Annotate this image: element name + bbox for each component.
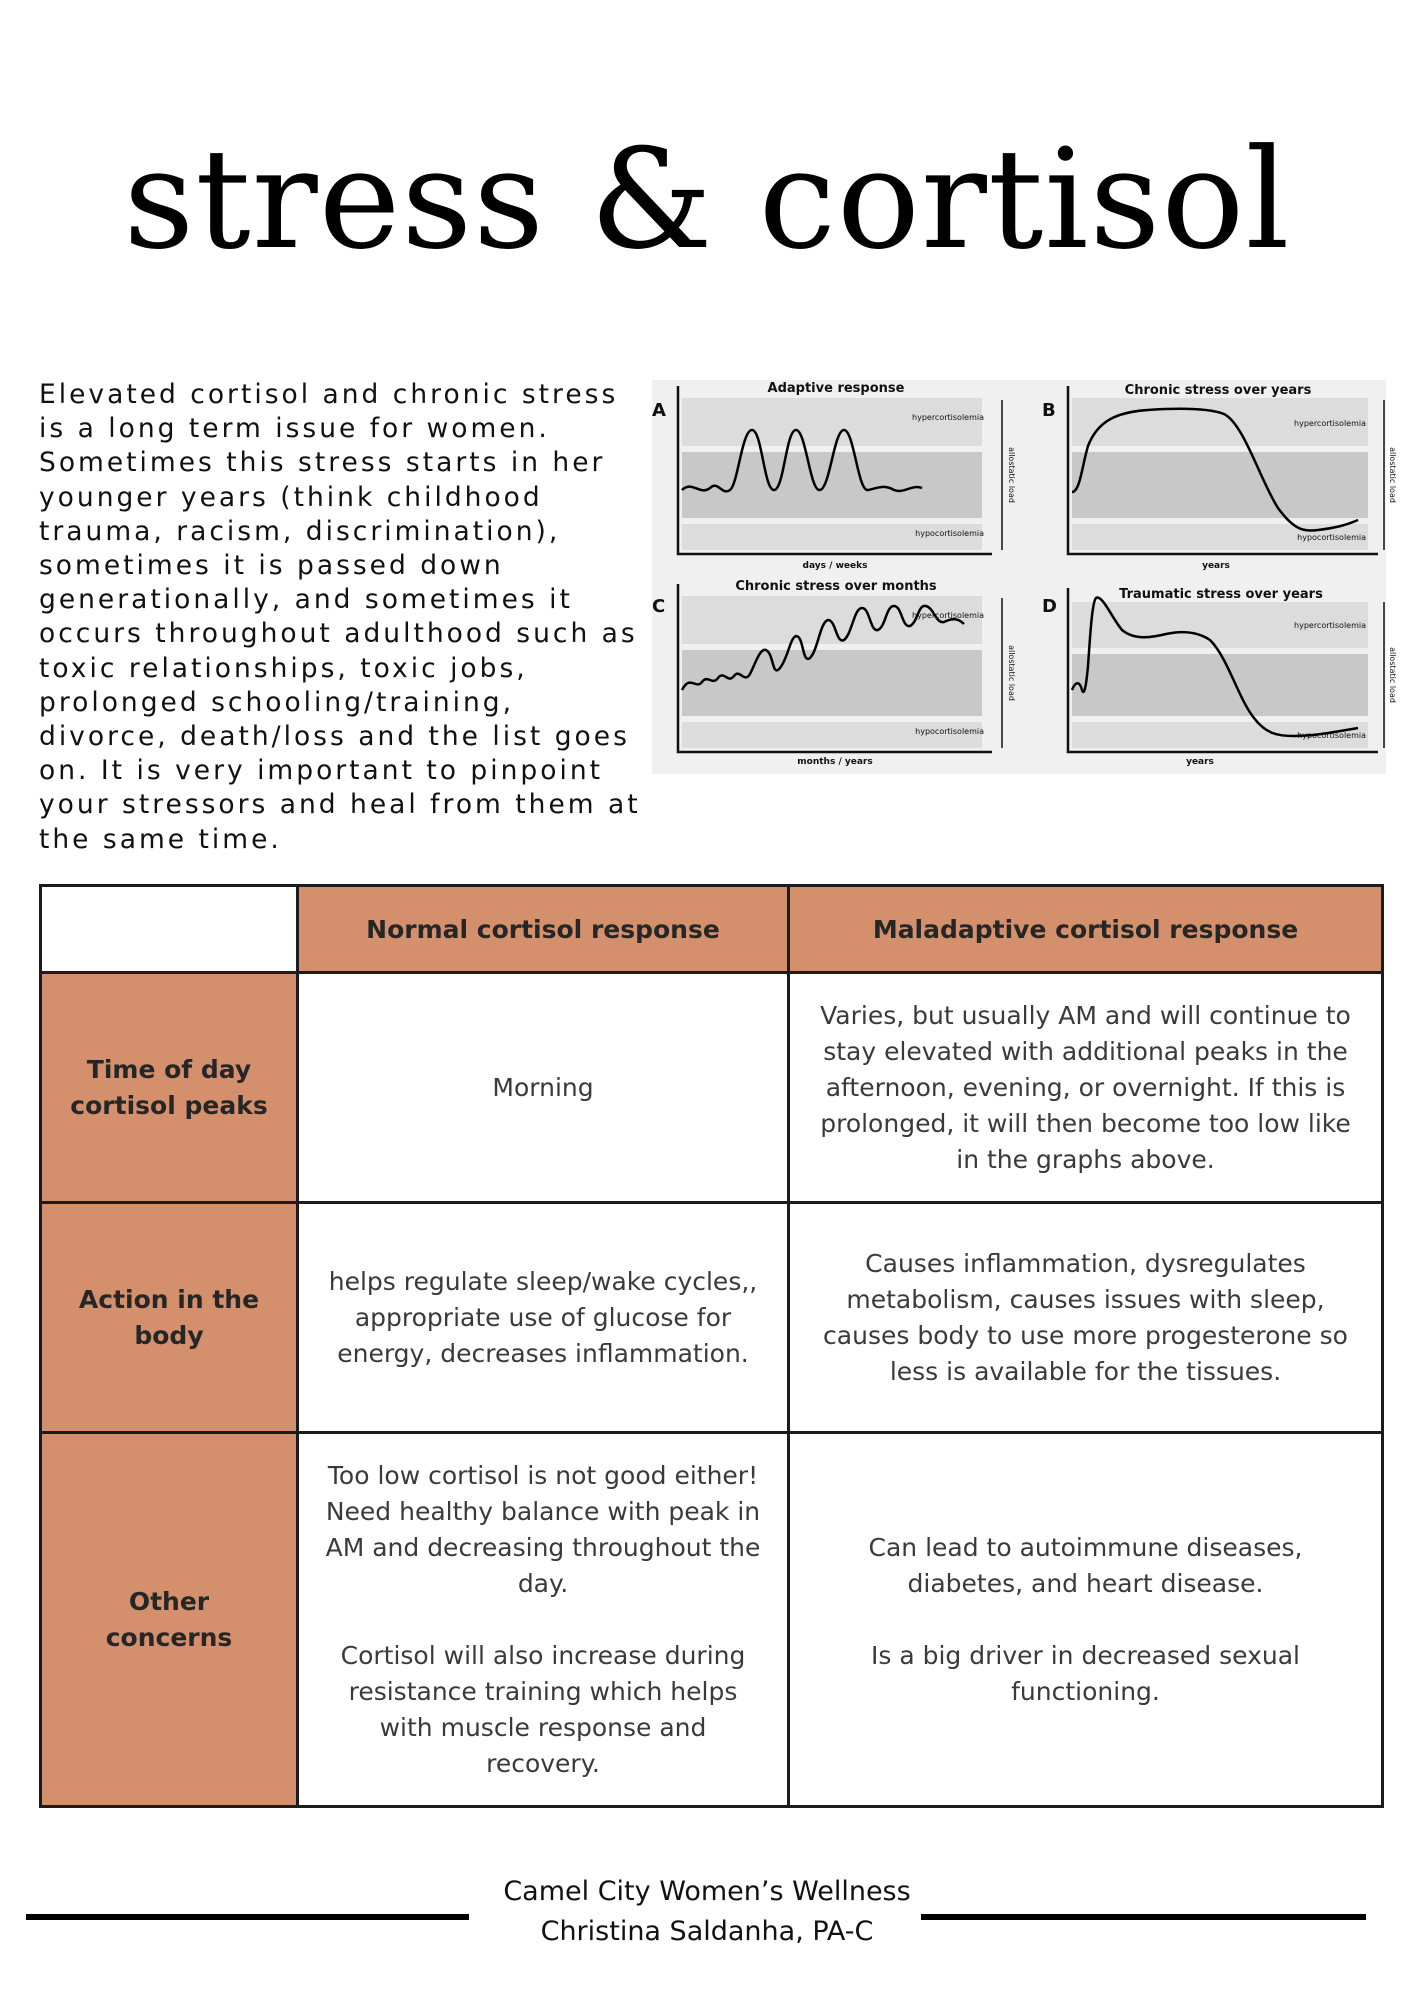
page-title: stress & cortisol <box>123 119 1291 280</box>
panel-letter: A <box>652 400 666 421</box>
cell-text: Causes inflammation, dysregulates metabolism, causes issues with sleep, causes body to use more progesterone so less is available for the tissues. <box>823 1248 1348 1386</box>
footer-clinic-name: Camel City Women’s Wellness <box>503 1876 911 1907</box>
cell-normal <box>298 1203 789 1433</box>
row-label-other-concerns: Other concerns <box>41 1433 298 1807</box>
panel-top-label: hypercortisolemia <box>912 611 984 620</box>
cell-text: Morning <box>492 1072 594 1102</box>
panel-x-label: years <box>1202 561 1230 571</box>
panel-a <box>652 381 1016 571</box>
table-row <box>41 973 1383 1203</box>
panel-bottom-label: hypocortisolemia <box>1297 533 1366 542</box>
panel-x-label: years <box>1186 757 1214 767</box>
cell-text: Cortisol will also increase during resistance training which helps with muscle response and recovery. <box>340 1640 746 1778</box>
footer-provider-name: Christina Saldanha, PA-C <box>540 1916 874 1947</box>
panel-c <box>652 579 1016 767</box>
panel-letter: B <box>1042 400 1056 421</box>
panel-x-label: months / years <box>797 757 873 767</box>
table-row <box>41 1203 1383 1433</box>
row-label-action-in-body: Action in the body <box>41 1203 298 1433</box>
panel-title: Traumatic stress over years <box>1119 587 1323 602</box>
panel-bottom-label: hypocortisolemia <box>915 727 984 736</box>
panel-title: Chronic stress over months <box>735 579 937 594</box>
header-normal-response: Normal cortisol response <box>298 886 789 973</box>
panel-bottom-label: hypocortisolemia <box>915 529 984 538</box>
panel-title: Adaptive response <box>767 381 905 396</box>
panel-side-label: allostatic load <box>1388 447 1397 503</box>
table-header-row <box>41 886 1383 973</box>
table-corner-cell <box>41 886 298 973</box>
panel-top-label: hypercortisolemia <box>1294 419 1366 428</box>
cortisol-response-figure <box>652 380 1397 774</box>
cell-normal <box>298 973 789 1203</box>
header-maladaptive-response: Maladaptive cortisol response <box>789 886 1383 973</box>
cell-text: Varies, but usually AM and will continue to stay elevated with additional peaks in the afternoon, evening, or overnight. If this is prolonged, it will then become too low like in the graphs above. <box>820 1000 1351 1174</box>
row-label-time-of-day: Time of day cortisol peaks <box>41 973 298 1203</box>
cell-maladaptive <box>789 973 1383 1203</box>
panel-title: Chronic stress over years <box>1124 383 1312 398</box>
panel-side-label: allostatic load <box>1007 645 1016 701</box>
panel-x-label: days / weeks <box>802 561 868 571</box>
panel-top-label: hypercortisolemia <box>1294 621 1366 630</box>
table-row <box>41 1433 1383 1807</box>
panel-letter: C <box>652 596 666 617</box>
cell-normal <box>298 1433 789 1807</box>
panel-side-label: allostatic load <box>1007 447 1016 503</box>
cell-maladaptive <box>789 1203 1383 1433</box>
panel-letter: D <box>1042 596 1057 617</box>
panel-side-label: allostatic load <box>1388 647 1397 703</box>
panel-bottom-label: hypocortisolemia <box>1297 731 1366 740</box>
intro-paragraph: Elevated cortisol and chronic stress is a long term issue for women. Sometimes this stress starts in her younger years (think childhood trauma, racism, discrimination), sometimes it is passed down generationally, and sometimes it occurs throughout adulthood such as toxic relationships, toxic jobs, prolonged schooling/training, divorce, death/loss and the list goes on. It is very important to pinpoint your stressors and heal from them at the same time. <box>39 379 641 855</box>
panel-d <box>1042 587 1397 767</box>
cell-text: Can lead to autoimmune diseases, diabetes, and heart disease. <box>868 1532 1303 1598</box>
panel-b <box>1042 383 1397 571</box>
panel-top-label: hypercortisolemia <box>912 413 984 422</box>
cell-text: Too low cortisol is not good either! Need healthy balance with peak in AM and decreasing throughout the day. <box>325 1460 761 1598</box>
cell-maladaptive <box>789 1433 1383 1807</box>
cell-text: helps regulate sleep/wake cycles,, appropriate use of glucose for energy, decreases inflammation. <box>328 1266 758 1368</box>
cell-text: Is a big driver in decreased sexual functioning. <box>871 1640 1300 1706</box>
cortisol-comparison-table <box>39 884 1384 1808</box>
